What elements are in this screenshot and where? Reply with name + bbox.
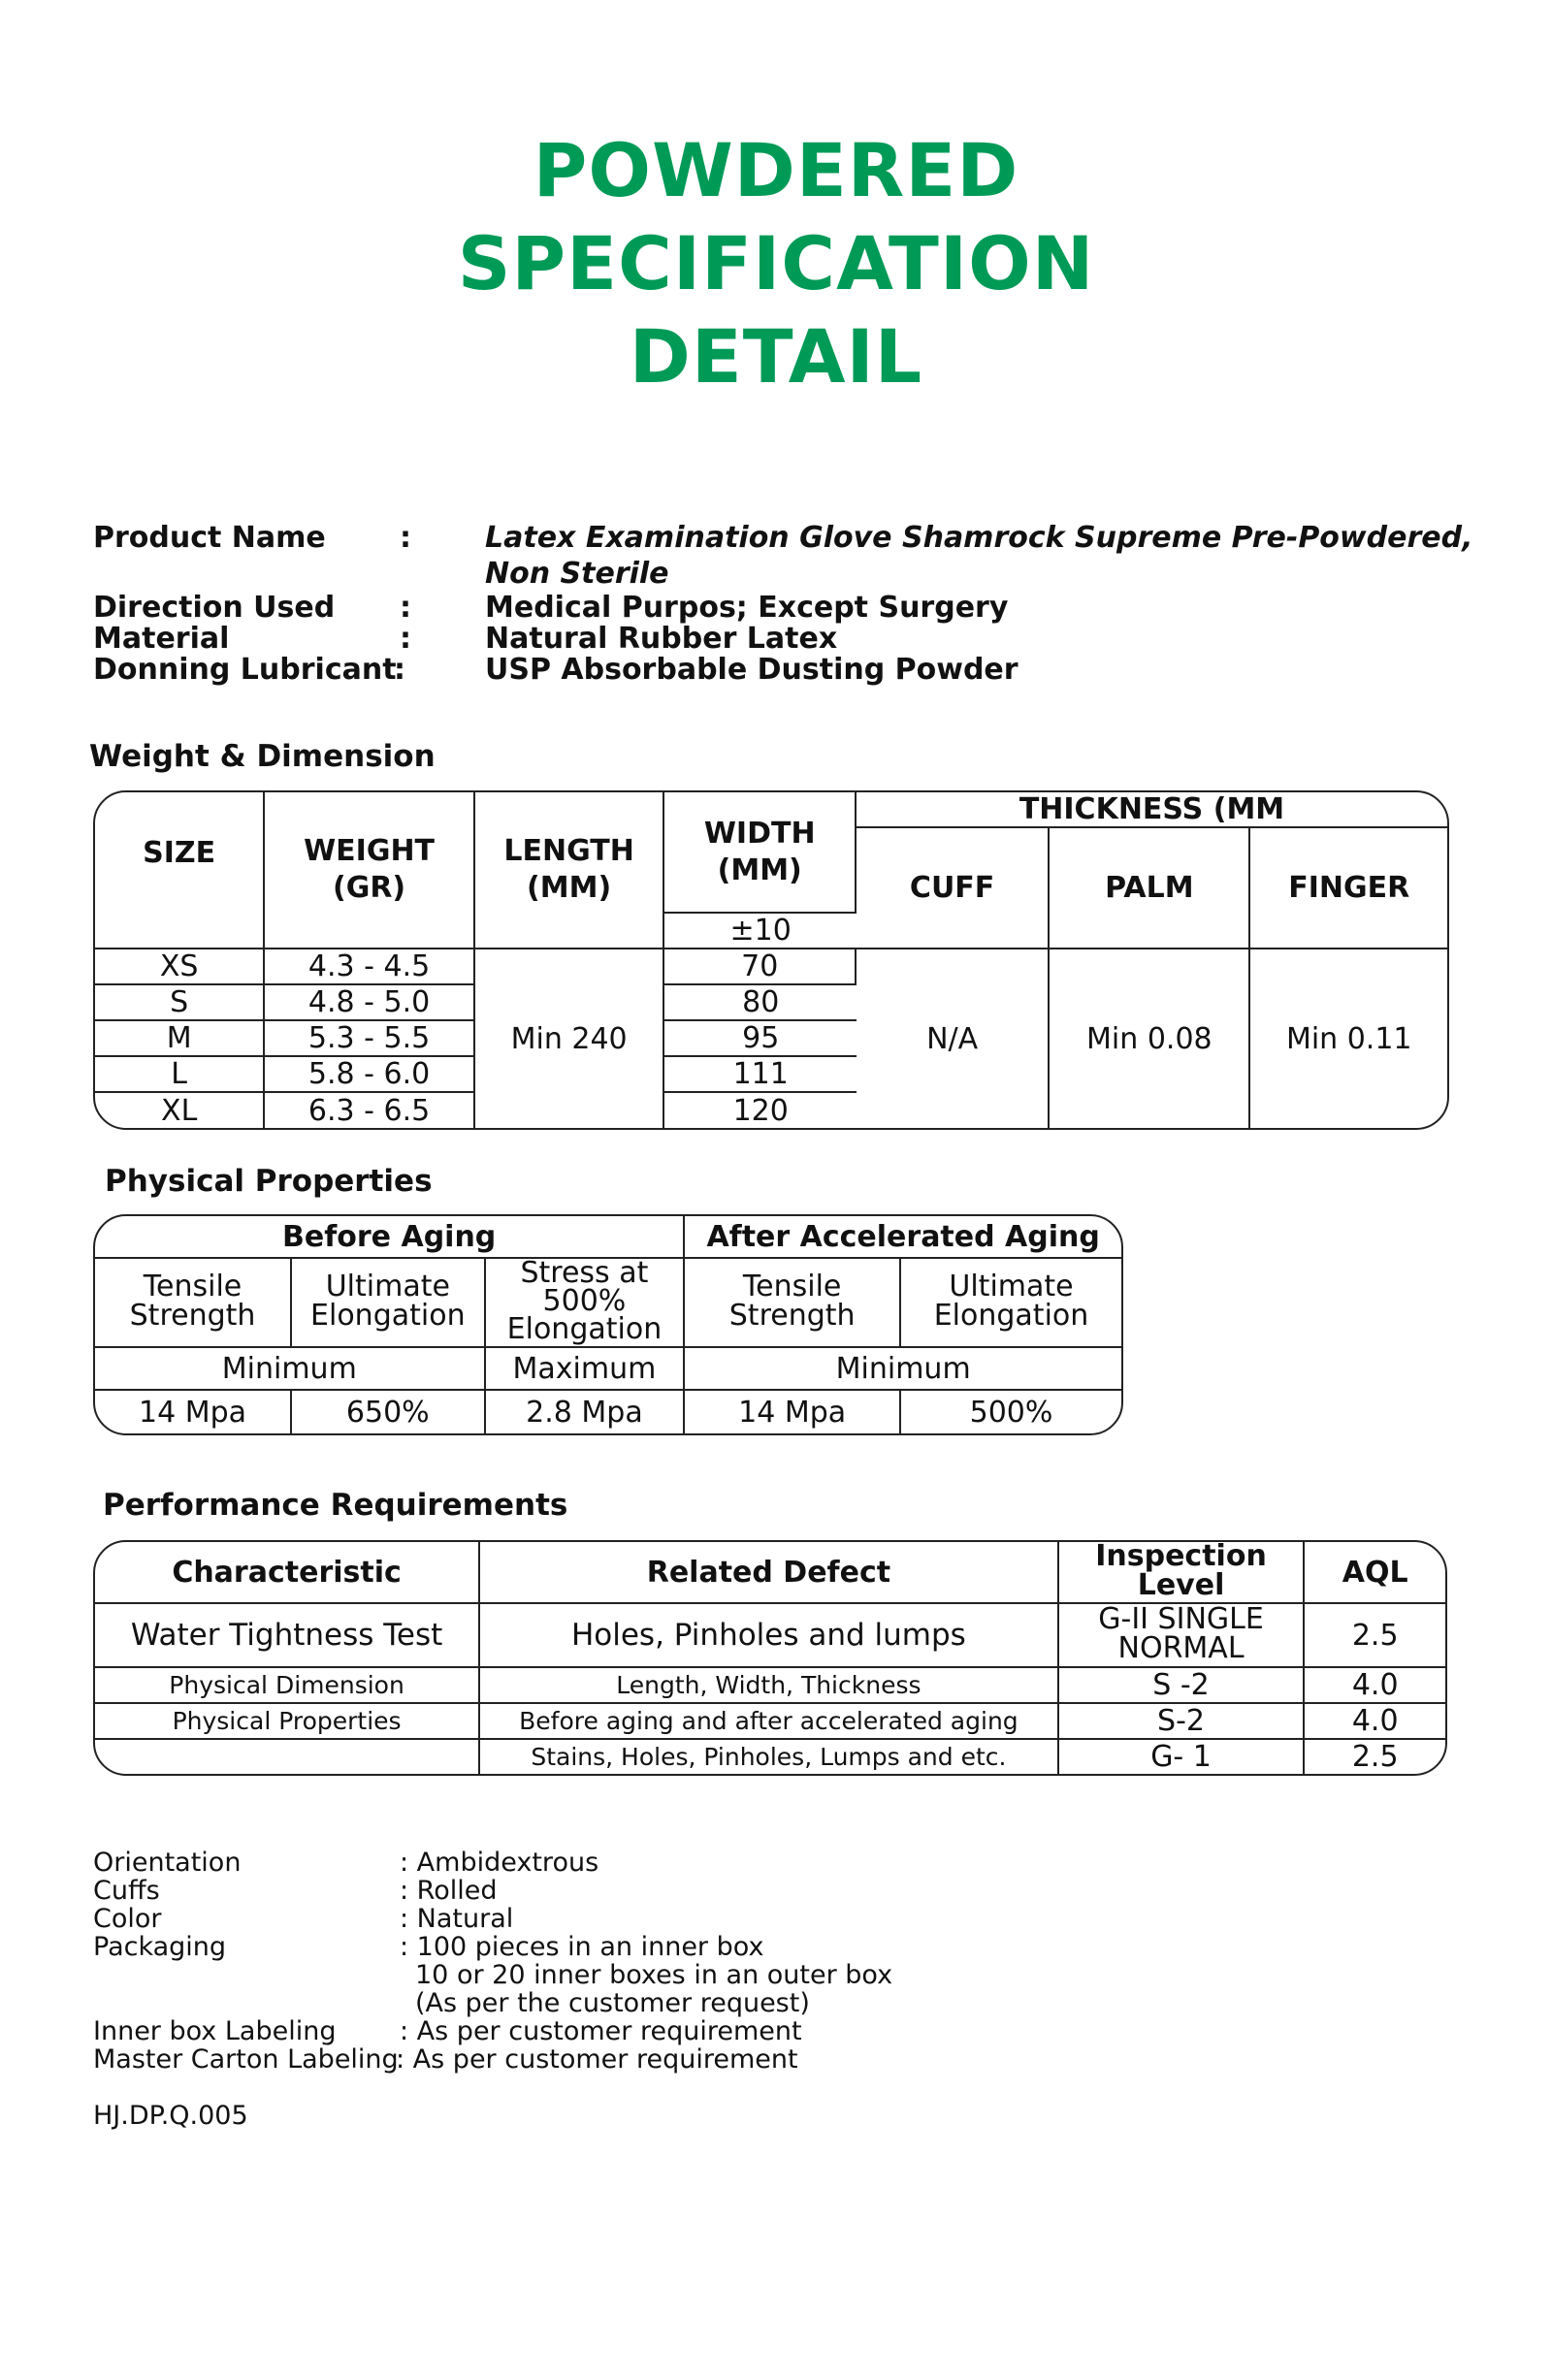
aql-cell: 2.5 <box>1351 1740 1399 1774</box>
level-label: G-II SINGLE NORMAL <box>1098 1602 1264 1665</box>
detail-value: : As per customer requirement <box>396 2044 798 2074</box>
detail-value: : As per customer requirement <box>400 2016 802 2046</box>
document-code: HJ.DP.Q.005 <box>93 2101 248 2131</box>
size-cell: L <box>95 1057 265 1093</box>
header-length-label: LENGTH (MM) <box>503 834 634 905</box>
header-palm: PALM <box>1050 828 1250 949</box>
info-label: Material <box>93 622 230 656</box>
col-stress-at-500 <box>486 1256 686 1348</box>
detail-value: : 100 pieces in an inner box <box>400 1932 764 1962</box>
size-cell: S <box>95 985 265 1021</box>
performance-table <box>93 1540 1447 1776</box>
header-cuff: CUFF <box>857 828 1050 949</box>
detail-label: Orientation <box>93 1848 242 1878</box>
section-performance-requirements: Performance Requirements <box>103 1488 568 1523</box>
weight-cell: 5.8 - 6.0 <box>265 1057 474 1093</box>
size-cell: XL <box>95 1093 265 1128</box>
value-cell: 2.8 Mpa <box>486 1391 686 1433</box>
length-value: Min 240 <box>475 949 665 1128</box>
level-cell: S -2 <box>1059 1668 1306 1704</box>
header-inspection-level <box>1059 1542 1306 1604</box>
defect-cell: Before aging and after accelerated aging <box>480 1704 1059 1740</box>
info-value: Medical Purpos; Except Surgery <box>485 591 1009 625</box>
table-row <box>95 1668 1445 1704</box>
characteristic-cell: Physical Properties <box>95 1704 480 1740</box>
characteristic-cell <box>95 1740 480 1774</box>
limit-maximum: Maximum <box>486 1348 686 1391</box>
detail-label: Packaging <box>93 1932 227 1962</box>
header-weight-label: WEIGHT (GR) <box>304 834 436 905</box>
header-before-aging: Before Aging <box>95 1216 685 1259</box>
col-tensile-strength-after <box>685 1259 901 1348</box>
level-cell: G- 1 <box>1059 1740 1306 1774</box>
weight-cell: 5.3 - 5.5 <box>265 1021 474 1057</box>
header-width-label: WIDTH (MM) <box>703 816 816 887</box>
detail-value: : Natural <box>400 1904 514 1934</box>
info-value: Natural Rubber Latex <box>485 622 838 656</box>
header-thickness: THICKNESS (MM <box>857 792 1447 828</box>
size-header-spacer <box>95 914 265 949</box>
value-cell: 650% <box>292 1391 486 1433</box>
info-colon: : <box>400 521 411 555</box>
header-related-defect: Related Defect <box>480 1542 1059 1604</box>
title-line-2: SPECIFICATION <box>457 220 1095 306</box>
width-cell: 80 <box>664 985 857 1021</box>
size-cell: M <box>95 1021 265 1057</box>
weight-cell: 4.3 - 4.5 <box>265 949 474 985</box>
info-label: Donning Lubricant <box>93 653 397 687</box>
table-row <box>95 949 1447 985</box>
col-label: Ultimate Elongation <box>933 1270 1089 1333</box>
table-row <box>95 1391 1121 1433</box>
cuff-value: N/A <box>857 949 1050 1128</box>
col-label: Tensile Strength <box>728 1270 856 1333</box>
value-cell: 500% <box>969 1395 1053 1430</box>
section-physical-properties: Physical Properties <box>105 1164 433 1199</box>
info-label: Product Name <box>93 521 326 555</box>
weight-cell: 6.3 - 6.5 <box>265 1093 474 1128</box>
limit-minimum-before: Minimum <box>95 1348 486 1391</box>
palm-value: Min 0.08 <box>1050 949 1250 1128</box>
col-label: Stress at 500% Elongation <box>506 1256 663 1346</box>
table-row <box>95 1740 1445 1774</box>
detail-label: Color <box>93 1904 162 1934</box>
value-cell: 14 Mpa <box>685 1391 901 1433</box>
size-cell: XS <box>95 949 265 985</box>
header-aql: AQL <box>1305 1542 1445 1604</box>
detail-value: (As per the customer request) <box>415 1988 810 2018</box>
aql-cell: 4.0 <box>1305 1668 1445 1704</box>
table-row <box>95 1704 1445 1740</box>
level-cell <box>1059 1604 1306 1668</box>
defect-cell: Holes, Pinholes and lumps <box>480 1604 1059 1668</box>
info-colon: : <box>400 622 411 656</box>
value-cell: 14 Mpa <box>95 1391 292 1433</box>
header-finger: FINGER <box>1250 828 1447 949</box>
defect-cell: Stains, Holes, Pinholes, Lumps and etc. <box>480 1740 1059 1774</box>
finger-value: Min 0.11 <box>1285 1021 1412 1056</box>
page-title <box>0 124 1552 403</box>
detail-value: : Ambidextrous <box>400 1848 599 1878</box>
info-colon: : <box>400 591 411 625</box>
header-width <box>664 792 857 914</box>
detail-label: Cuffs <box>93 1876 160 1906</box>
detail-value: : Rolled <box>400 1876 498 1906</box>
detail-value: 10 or 20 inner boxes in an outer box <box>415 1960 893 1990</box>
physical-properties-table <box>93 1214 1123 1435</box>
col-ultimate-elongation-before <box>292 1259 486 1348</box>
header-characteristic: Characteristic <box>95 1542 480 1604</box>
header-length <box>475 792 665 949</box>
section-weight-dimension: Weight & Dimension <box>89 739 436 774</box>
title-line-1: POWDERED <box>533 127 1019 213</box>
width-cell: 95 <box>664 1021 857 1057</box>
aql-cell: 2.5 <box>1305 1604 1445 1668</box>
header-inspection-level-label: Inspection Level <box>1095 1540 1267 1602</box>
characteristic-cell: Water Tightness Test <box>95 1604 480 1668</box>
title-line-3: DETAIL <box>629 313 923 400</box>
info-value: Latex Examination Glove Shamrock Supreme Pre-Powdered, <box>485 521 1473 555</box>
col-label: Ultimate Elongation <box>310 1270 466 1333</box>
header-weight <box>265 792 474 949</box>
table-row <box>95 1604 1445 1668</box>
weight-dimension-table <box>93 790 1449 1130</box>
col-label: Tensile Strength <box>129 1270 256 1333</box>
header-after-aging: After Accelerated Aging <box>685 1216 1121 1259</box>
limit-minimum-after: Minimum <box>685 1348 1121 1391</box>
col-tensile-strength-before <box>95 1259 292 1348</box>
info-label: Direction Used <box>93 591 336 625</box>
width-cell: 70 <box>664 949 857 985</box>
level-cell: S-2 <box>1059 1704 1306 1740</box>
info-colon: : <box>394 653 405 687</box>
info-value: USP Absorbable Dusting Powder <box>485 653 1018 687</box>
width-cell: 120 <box>732 1093 789 1128</box>
header-size: SIZE <box>95 792 265 914</box>
col-ultimate-elongation-after <box>901 1259 1121 1348</box>
info-value-continued: Non Sterile <box>485 557 669 591</box>
aql-cell: 4.0 <box>1305 1704 1445 1740</box>
detail-label: Master Carton Labeling <box>93 2044 399 2074</box>
detail-label: Inner box Labeling <box>93 2016 337 2046</box>
width-cell: 111 <box>664 1057 857 1093</box>
weight-cell: 4.8 - 5.0 <box>265 985 474 1021</box>
width-tolerance: ±10 <box>664 914 857 949</box>
defect-cell: Length, Width, Thickness <box>480 1668 1059 1704</box>
characteristic-cell: Physical Dimension <box>95 1668 480 1704</box>
